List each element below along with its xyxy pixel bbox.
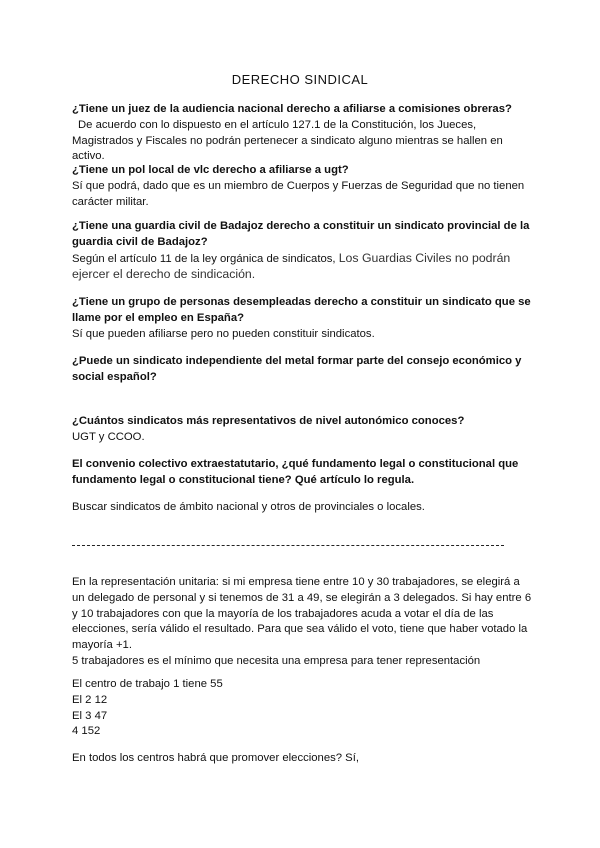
answer-6: UGT y CCOO. (72, 430, 145, 443)
search-note: Buscar sindicatos de ámbito nacional y otros de provinciales o locales. (72, 501, 425, 513)
centre-line-2: El 2 12 (72, 693, 108, 706)
page-title: DERECHO SINDICAL (231, 72, 369, 87)
qa-item-4 (72, 295, 532, 342)
final-question: En todos los centros habrá que promover elecciones? Sí, (72, 752, 359, 764)
answer-3-quote: Los Guardias Civiles no podrán ejercer el derecho de sindicación. (72, 250, 511, 282)
answer-3-prefix: Según el artículo 11 de la ley orgánica de sindicatos, (72, 252, 339, 265)
representation-section (72, 575, 532, 670)
answer-4: Sí que pueden afiliarse pero no pueden constituir sindicatos. (72, 327, 375, 340)
question-1: ¿Tiene un juez de la audiencia nacional derecho a afiliarse a comisiones obreras? (72, 103, 512, 115)
answer-2: Sí que podrá, dado que es un miembro de Cuerpos y Fuerzas de Seguridad que no tienen carácter militar. (72, 179, 525, 208)
dashed-separator (72, 545, 504, 546)
question-6: ¿Cuántos sindicatos más representativos de nivel autonómico conoces? (72, 415, 465, 427)
question-7: El convenio colectivo extraestatutario, ¿qué fundamento legal o constitucional que fundamento legal o constitucional tiene? Qué artículo lo regula. (72, 458, 519, 486)
answer-3 (72, 251, 532, 285)
question-2: ¿Tiene un pol local de vlc derecho a afiliarse a ugt? (72, 164, 349, 176)
representation-paragraph: En la representación unitaria: si mi empresa tiene entre 10 y 30 trabajadores, se elegirá a un delegado de personal y si tenemos de 31 a 49, se elegirán a 3 delegados. Si hay entre 6 y 10 trabajadores con que la mayoría de los trabajadores acuda a votar el día de las elecciones, sería válido el resultado. Para que sea válido el voto, tiene que haber votado la mayoría +1. (72, 576, 532, 652)
qa-item-1 (72, 102, 532, 165)
question-5: ¿Puede un sindicato independiente del metal formar parte del consejo económico y social español? (72, 355, 522, 383)
centre-line-3: El 3 47 (72, 709, 108, 722)
qa-item-2 (72, 163, 532, 210)
centre-line-1: El centro de trabajo 1 tiene 55 (72, 678, 223, 690)
representation-minimum: 5 trabajadores es el mínimo que necesita una empresa para tener representación (72, 654, 481, 667)
question-4: ¿Tiene un grupo de personas desempleadas derecho a constituir un sindicato que se llame por el empleo en España? (72, 296, 531, 324)
qa-item-7 (72, 457, 532, 489)
question-3: ¿Tiene una guardia civil de Badajoz derecho a constituir un sindicato provincial de la guardia civil de Badajoz? (72, 220, 530, 248)
centres-list (72, 677, 532, 740)
qa-item-3 (72, 219, 532, 284)
answer-1: De acuerdo con lo dispuesto en el artículo 127.1 de la Constitución, los Jueces, Magistrados y Fiscales no podrán pertenecer a sindicato alguno mientras se hallen en activo. (72, 118, 503, 163)
qa-item-6 (72, 414, 532, 446)
centre-line-4: 4 152 (72, 725, 101, 738)
qa-item-5 (72, 354, 532, 386)
